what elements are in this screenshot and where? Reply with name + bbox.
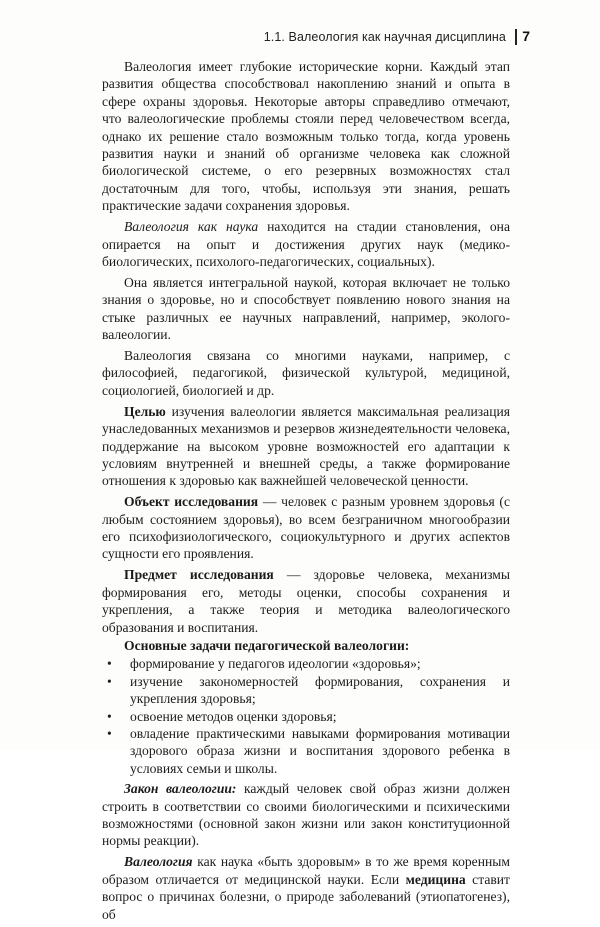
paragraph-goal bbox=[102, 403, 510, 490]
paragraph-subject-text: — здоровье человека, механизмы формирования его, методы оценки, способы сохранения и укрепления, а также теория и методика валеологического образования и воспитания. bbox=[102, 567, 511, 635]
paragraph-medicine-contrast-text-b: ставит вопрос о причинах болезни, о природе заболеваний (этиопатогенез), об bbox=[102, 871, 510, 922]
paragraph-medicine-contrast-text-a: как наука «быть здоровым» в то же время коренным образом отличается от медицинской науки. Если bbox=[102, 854, 510, 887]
paragraph-related-sciences bbox=[102, 347, 510, 399]
paragraph-object-text: — человек с разным уровнем здоровья (с любым состоянием здоровья), во всем безграничном многообразии его психофизиологического, социокультурного и других аспектов сущности его проявления. bbox=[102, 494, 510, 562]
paragraph-valeology-as-science-text: находится на стадии становления, она опирается на опыт и достижения других наук (медико-биологических, психолого-педагогических, социальных). bbox=[102, 219, 510, 269]
list-item-text: изучение закономерностей формирования, сохранения и укрепления здоровья; bbox=[130, 673, 510, 707]
paragraph-object bbox=[102, 493, 510, 563]
list-item bbox=[102, 708, 510, 725]
bullet-icon: • bbox=[107, 726, 112, 742]
term-subject: Предмет исследования bbox=[124, 567, 274, 583]
term-medicine: медицина bbox=[405, 871, 466, 887]
term-valeology-as-science: Валеология как наука bbox=[124, 219, 259, 235]
list-item-text: освоение методов оценки здоровья; bbox=[130, 708, 337, 724]
list-item-text: формирование у педагогов идеологии «здоровья»; bbox=[130, 656, 421, 672]
list-item bbox=[102, 655, 510, 672]
paragraph-integral-science-text: Она является интегральной наукой, которая включает не только знания о здоровье, но и способствует появлению нового знания на стыке различных ее научных направлений, например, эколого-валеологии. bbox=[102, 274, 510, 343]
paragraph-valeology-as-science bbox=[102, 218, 510, 270]
term-object: Объект исследования bbox=[124, 494, 259, 510]
header-divider bbox=[515, 29, 517, 45]
tasks-list bbox=[102, 655, 510, 777]
paragraph-history bbox=[102, 58, 510, 215]
bullet-icon: • bbox=[107, 673, 112, 689]
paragraph-medicine-contrast bbox=[102, 853, 510, 923]
list-item bbox=[102, 673, 510, 708]
term-law: Закон валеологии: bbox=[124, 781, 237, 797]
paragraph-law bbox=[102, 780, 510, 850]
term-goal: Целью bbox=[124, 403, 166, 419]
running-header-title: 1.1. Валеология как научная дисциплина bbox=[263, 30, 506, 44]
body-text bbox=[102, 58, 510, 927]
paragraph-subject bbox=[102, 566, 510, 636]
tasks-heading-text: Основные задачи педагогической валеологии: bbox=[124, 638, 410, 653]
paragraph-related-sciences-text: Валеология связана со многими науками, например, с философией, педагогикой, физической культурой, медициной, социологией, биологией и др. bbox=[102, 348, 510, 398]
page-number: 7 bbox=[522, 28, 530, 44]
list-item bbox=[102, 725, 510, 777]
paragraph-history-text: Валеология имеет глубокие исторические корни. Каждый этап развития общества способствовал накоплению знаний и опыта в сфере охраны здоровья. Некоторые авторы справедливо отмечают, что валеологические проблемы стояли перед человечеством всегда, однако их решение стало возможным только тогда, когда уровень развития науки и знаний об организме человека как сложной биологической системе, о его резервных возможностях стал достаточным для того, чтобы, используя эти знания, решать практические задачи сохранения здоровья. bbox=[102, 59, 510, 214]
bullet-icon: • bbox=[107, 656, 112, 672]
tasks-heading bbox=[102, 637, 510, 654]
paragraph-integral-science bbox=[102, 274, 510, 344]
paragraph-law-text: каждый человек свой образ жизни должен строить в соответствии со своими биологическими и психическими возможностями (основной закон жизни или закон конституционной нормы реакции). bbox=[102, 781, 510, 849]
list-item-text: овладение практическими навыками формирования мотивации здорового образа жизни и воспитания здорового ребенка в условиях семьи и школы. bbox=[130, 726, 510, 776]
paragraph-goal-text: изучения валеологии является максимальная реализация унаследованных механизмов и резервов жизнедеятельности человека, поддержание на высоком уровне возможностей его адаптации к условиям внутренней и внешней среды, а также формирование отношения к здоровью как важнейшей человеческой ценности. bbox=[102, 403, 510, 489]
term-valeology: Валеология bbox=[124, 854, 193, 870]
bullet-icon: • bbox=[107, 708, 112, 724]
